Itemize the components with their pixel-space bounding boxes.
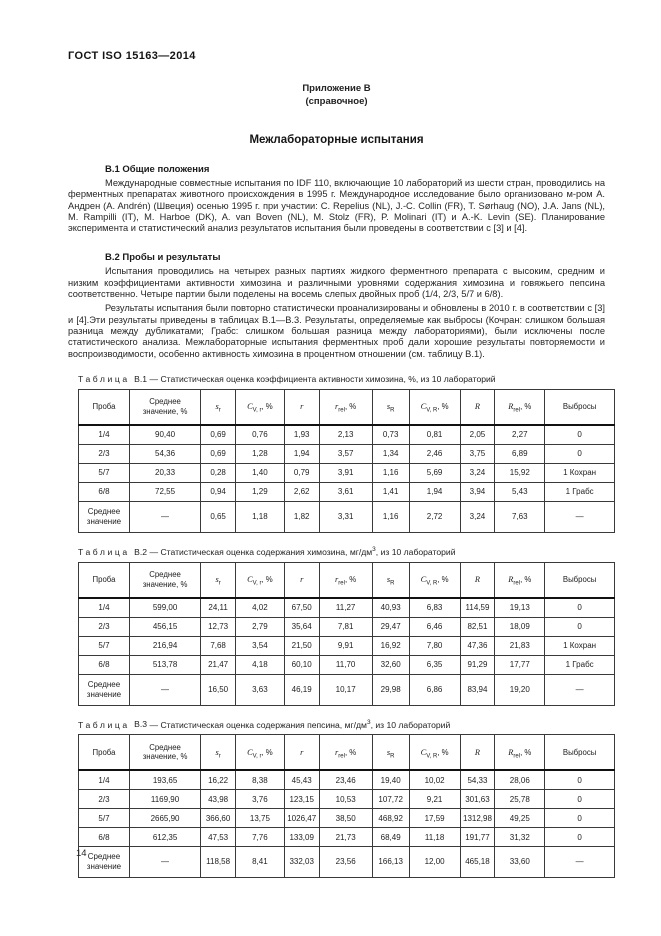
section-heading-b1: В.1 Общие положения	[105, 164, 210, 175]
caption-text-after: , из 10 лабораторий	[370, 719, 451, 730]
table-cell: 2,05	[460, 425, 495, 445]
table-cell: 21,47	[201, 655, 236, 674]
table-cell: 9,21	[409, 790, 460, 809]
table-cell: 1/4	[79, 425, 130, 445]
table-cell: 513,78	[129, 655, 200, 674]
table-cell: 3,31	[319, 501, 372, 532]
table-cell: 32,60	[372, 655, 409, 674]
table-cell: 6/8	[79, 655, 130, 674]
table-header-cell: Выбросы	[545, 389, 615, 425]
caption-text: Статистическая оценка содержания пепсина, мг/дм	[160, 719, 367, 730]
table-cell: 2/3	[79, 790, 130, 809]
table-row	[79, 828, 615, 847]
table-row	[79, 636, 615, 655]
table-cell: 0,73	[372, 425, 409, 445]
table-cell: 47,53	[201, 828, 236, 847]
table-cell: 6,89	[495, 444, 545, 463]
paragraph-b1: Международные совместные испытания по IDF 110, включающие 10 лабораторий из шести стран, проводились на ферментных препаратах животного происхождения в 1995 г. Международное исследование было организовано м-ром А. Андрен (A. Andrén) (Швеция) осенью 1995 г. при участии: C. Repelius (NL), J.-C. Collin (FR), T. Sørhaug (NO), J.A. Jans (NL), M. Rampilli (IT), M. Harboe (DK), A. van Boven (NL), M. Stolz (FR), P. Molinari (IT) и А.-K. Levin (SE). Планирование эксперимента и статистический анализ результатов испытания были проведены в соответствии с [3] и [4].	[68, 178, 605, 234]
table-cell: 10,53	[319, 790, 372, 809]
table-cell: 216,94	[129, 636, 200, 655]
annex-block	[68, 82, 605, 108]
table-cell: 60,10	[284, 655, 319, 674]
table-cell: 20,33	[129, 463, 200, 482]
table-cell: 68,49	[372, 828, 409, 847]
annex-subtitle: (справочное)	[305, 96, 368, 107]
table-cell: 49,25	[495, 809, 545, 828]
table-cell: 2665,90	[129, 809, 200, 828]
table-header-cell: $s_R$	[372, 389, 409, 425]
table-header-row	[79, 562, 615, 598]
caption-number: В.3	[134, 719, 148, 730]
table-cell: 5/7	[79, 463, 130, 482]
table-cell: 7,68	[201, 636, 236, 655]
table-header-cell: Среднее значение, %	[129, 389, 200, 425]
table-cell: 29,47	[372, 617, 409, 636]
table-row	[79, 674, 615, 705]
table-cell: 1,94	[284, 444, 319, 463]
table-cell: 366,60	[201, 809, 236, 828]
table-cell: 7,76	[236, 828, 285, 847]
table-cell: 2/3	[79, 444, 130, 463]
caption-label: Таблица	[78, 546, 130, 557]
table-b2	[78, 562, 615, 706]
table-cell: 11,27	[319, 598, 372, 618]
table-header-cell: $R_{rel}$, %	[495, 562, 545, 598]
table-header-cell: Проба	[79, 735, 130, 771]
table-cell: 114,59	[460, 598, 495, 618]
table-row	[79, 444, 615, 463]
table-cell: 17,77	[495, 655, 545, 674]
caption-dash: —	[149, 719, 159, 730]
table-cell: —	[545, 847, 615, 878]
caption-superscript: 3	[372, 545, 376, 553]
caption-dash: —	[149, 373, 159, 384]
table-cell: 28,06	[495, 770, 545, 790]
table-header-cell: R	[460, 735, 495, 771]
table-cell: 3,75	[460, 444, 495, 463]
table-row	[79, 482, 615, 501]
table-cell: 3,91	[319, 463, 372, 482]
table-cell: 465,18	[460, 847, 495, 878]
table-cell: 7,63	[495, 501, 545, 532]
table-cell: 0,65	[201, 501, 236, 532]
table-cell: 1/4	[79, 770, 130, 790]
table-cell: 2,72	[409, 501, 460, 532]
table-cell: 468,92	[372, 809, 409, 828]
table-row	[79, 809, 615, 828]
table-cell: 1169,90	[129, 790, 200, 809]
paragraph-b2-2: Результаты испытания были повторно статистически проанализированы и обновлены в 2010 г. в соответствии с [3] и [4].Эти результаты приведены в таблицах В.1—В.3. Результаты, определяемые как выбросы (Кочран: слишком большая разница между дубликатами; Грабс: слишком большая разница между лабораториями), были исключены после статистического анализа. Межлабораторные испытания ферментных проб дали хорошие результаты повторяемости и воспроизводимости, особенно активность химозина в процентном отношении (см. таблицу В.1).	[68, 303, 605, 359]
table-cell: 5/7	[79, 809, 130, 828]
table-cell: 0	[545, 809, 615, 828]
table-header-cell: $s_r$	[201, 562, 236, 598]
table-cell: 3,24	[460, 463, 495, 482]
table-header-cell: $s_R$	[372, 562, 409, 598]
table-cell: 16,50	[201, 674, 236, 705]
table-row	[79, 598, 615, 618]
table-cell: 19,13	[495, 598, 545, 618]
table-cell: 107,72	[372, 790, 409, 809]
table-cell: 1,16	[372, 501, 409, 532]
table-cell: 10,17	[319, 674, 372, 705]
table-caption-b3	[78, 719, 605, 730]
table-cell: 0	[545, 828, 615, 847]
table-cell: 2,13	[319, 425, 372, 445]
table-cell: 23,46	[319, 770, 372, 790]
table-header-cell: $R_{rel}$, %	[495, 735, 545, 771]
table-cell: 0	[545, 790, 615, 809]
table-row	[79, 655, 615, 674]
table-cell: 301,63	[460, 790, 495, 809]
table-cell: 191,77	[460, 828, 495, 847]
table-cell: —	[129, 501, 200, 532]
paragraph-b2-1: Испытания проводились на четырех разных партиях жидкого ферментного препарата с высоким, средним и низким коэффициентами активности химозина и различными уровнями содержания химозина и говяжьего пепсина соответственно. Четыре партии были поделены на восемь слепых двойных проб (1/4, 2/3, 5/7 и 6/8).	[68, 266, 605, 300]
caption-text-after: , из 10 лабораторий	[375, 546, 456, 557]
table-cell: 21,83	[495, 636, 545, 655]
table-cell: 3,54	[236, 636, 285, 655]
table-header-cell: $C_{V, R}$, %	[409, 562, 460, 598]
table-cell: 25,78	[495, 790, 545, 809]
table-cell: 31,32	[495, 828, 545, 847]
table-cell: 12,00	[409, 847, 460, 878]
table-cell: 1,29	[236, 482, 285, 501]
table-cell: 0,76	[236, 425, 285, 445]
table-cell: 5/7	[79, 636, 130, 655]
table-cell: 1,34	[372, 444, 409, 463]
table-header-cell: Проба	[79, 562, 130, 598]
caption-label: Таблица	[78, 373, 130, 384]
table-cell: —	[545, 501, 615, 532]
table-cell: 72,55	[129, 482, 200, 501]
table-cell: 6,86	[409, 674, 460, 705]
table-cell: 1,16	[372, 463, 409, 482]
table-header-cell: R	[460, 389, 495, 425]
table-cell: 40,93	[372, 598, 409, 618]
table-cell: 82,51	[460, 617, 495, 636]
table-cell: 7,80	[409, 636, 460, 655]
table-cell: 6,35	[409, 655, 460, 674]
table-cell: 10,02	[409, 770, 460, 790]
table-cell: 1 Кохран	[545, 463, 615, 482]
table-header-cell: Выбросы	[545, 562, 615, 598]
table-cell: Среднее значение	[79, 674, 130, 705]
table-cell: 0,79	[284, 463, 319, 482]
table-cell: 2,62	[284, 482, 319, 501]
table-cell: 193,65	[129, 770, 200, 790]
table-header-cell: R	[460, 562, 495, 598]
table-cell: 5,69	[409, 463, 460, 482]
table-cell: 0	[545, 425, 615, 445]
table-cell: 8,41	[236, 847, 285, 878]
table-cell: 612,35	[129, 828, 200, 847]
table-cell: 54,33	[460, 770, 495, 790]
annex-title: Приложение В	[302, 83, 371, 94]
table-header-cell: Среднее значение, %	[129, 735, 200, 771]
table-cell: 3,57	[319, 444, 372, 463]
table-cell: —	[129, 674, 200, 705]
table-cell: 19,20	[495, 674, 545, 705]
caption-superscript: 3	[366, 718, 371, 726]
caption-dash: —	[149, 546, 159, 557]
table-caption-b1	[78, 373, 605, 384]
caption-number: В.1	[134, 373, 148, 384]
table-header-cell: $C_{V, r}$, %	[236, 735, 285, 771]
caption-number: В.2	[134, 546, 148, 557]
table-cell: 21,50	[284, 636, 319, 655]
table-header-cell: $C_{V, R}$, %	[409, 389, 460, 425]
table-header-cell: $C_{V, R}$, %	[409, 735, 460, 771]
table-cell: 90,40	[129, 425, 200, 445]
table-row	[79, 790, 615, 809]
table-cell: 0	[545, 770, 615, 790]
table-b2-wrap	[78, 562, 615, 706]
table-cell: 17,59	[409, 809, 460, 828]
table-header-row	[79, 735, 615, 771]
table-header-cell: $C_{V, r}$, %	[236, 562, 285, 598]
table-cell: 1,82	[284, 501, 319, 532]
table-cell: 18,09	[495, 617, 545, 636]
table-cell: 3,76	[236, 790, 285, 809]
table-cell: 0	[545, 617, 615, 636]
table-cell: 6/8	[79, 482, 130, 501]
table-cell: 1 Грабс	[545, 655, 615, 674]
table-cell: 16,92	[372, 636, 409, 655]
table-b1	[78, 389, 615, 533]
table-cell: 1 Кохран	[545, 636, 615, 655]
table-cell: 2/3	[79, 617, 130, 636]
table-header-cell: r	[284, 562, 319, 598]
table-cell: 19,40	[372, 770, 409, 790]
table-cell: 0	[545, 444, 615, 463]
standard-number: ГОСТ ISO 15163—2014	[68, 50, 196, 62]
table-cell: 7,81	[319, 617, 372, 636]
table-cell: 21,73	[319, 828, 372, 847]
table-cell: 118,58	[201, 847, 236, 878]
table-cell: 3,61	[319, 482, 372, 501]
table-header-cell: $s_R$	[372, 735, 409, 771]
document-title: Межлабораторные испытания	[249, 134, 424, 146]
table-cell: 1,28	[236, 444, 285, 463]
table-header-cell: Выбросы	[545, 735, 615, 771]
table-header-cell: $r_{rel}$, %	[319, 562, 372, 598]
table-cell: 12,73	[201, 617, 236, 636]
table-header-cell: $s_r$	[201, 389, 236, 425]
table-cell: 166,13	[372, 847, 409, 878]
table-cell: Среднее значение	[79, 501, 130, 532]
table-cell: 23,56	[319, 847, 372, 878]
section-heading-b2: В.2 Пробы и результаты	[105, 252, 221, 264]
table-header-cell: $C_{V, r}$, %	[236, 389, 285, 425]
table-cell: 0,81	[409, 425, 460, 445]
table-cell: 3,24	[460, 501, 495, 532]
table-cell: 4,18	[236, 655, 285, 674]
table-b1-wrap	[78, 389, 615, 533]
table-cell: 6,46	[409, 617, 460, 636]
table-cell: 83,94	[460, 674, 495, 705]
table-cell: 0,94	[201, 482, 236, 501]
table-b3	[78, 734, 615, 878]
caption-text: Статистическая оценка коэффициента активности химозина, %, из 10 лабораторий	[160, 373, 496, 384]
table-header-cell: r	[284, 735, 319, 771]
table-header-cell: r	[284, 389, 319, 425]
caption-label: Таблица	[78, 719, 130, 730]
table-header-cell: $r_{rel}$, %	[319, 735, 372, 771]
table-cell: 11,70	[319, 655, 372, 674]
table-cell: 1,93	[284, 425, 319, 445]
table-cell: 332,03	[284, 847, 319, 878]
table-cell: 15,92	[495, 463, 545, 482]
table-cell: 29,98	[372, 674, 409, 705]
table-cell: 6/8	[79, 828, 130, 847]
table-cell: 123,15	[284, 790, 319, 809]
table-caption-b2	[78, 546, 605, 557]
table-cell: 1026,47	[284, 809, 319, 828]
table-header-cell: Проба	[79, 389, 130, 425]
table-cell: 35,64	[284, 617, 319, 636]
table-cell: 13,75	[236, 809, 285, 828]
table-cell: 38,50	[319, 809, 372, 828]
table-cell: 5,43	[495, 482, 545, 501]
table-cell: 0,69	[201, 444, 236, 463]
table-cell: 133,09	[284, 828, 319, 847]
table-cell: 43,98	[201, 790, 236, 809]
table-cell: 4,02	[236, 598, 285, 618]
table-cell: —	[545, 674, 615, 705]
table-cell: 47,36	[460, 636, 495, 655]
table-cell: 1312,98	[460, 809, 495, 828]
table-row	[79, 463, 615, 482]
table-cell: 0,69	[201, 425, 236, 445]
table-row	[79, 617, 615, 636]
table-cell: 6,83	[409, 598, 460, 618]
table-cell: 2,46	[409, 444, 460, 463]
table-cell: 24,11	[201, 598, 236, 618]
table-cell: 2,79	[236, 617, 285, 636]
table-cell: 2,27	[495, 425, 545, 445]
table-header-cell: $s_r$	[201, 735, 236, 771]
table-cell: 1,40	[236, 463, 285, 482]
table-cell: 456,15	[129, 617, 200, 636]
table-cell: 1,18	[236, 501, 285, 532]
table-cell: 0	[545, 598, 615, 618]
table-header-cell: $r_{rel}$, %	[319, 389, 372, 425]
table-cell: 45,43	[284, 770, 319, 790]
table-row	[79, 770, 615, 790]
table-cell: 8,38	[236, 770, 285, 790]
table-cell: 33,60	[495, 847, 545, 878]
table-cell: 54,36	[129, 444, 200, 463]
table-cell: 599,00	[129, 598, 200, 618]
table-b3-wrap	[78, 734, 615, 878]
table-cell: 0,28	[201, 463, 236, 482]
table-cell: 1,94	[409, 482, 460, 501]
table-cell: 67,50	[284, 598, 319, 618]
page-number: 14	[76, 848, 87, 859]
table-header-cell: Среднее значение, %	[129, 562, 200, 598]
table-header-row	[79, 389, 615, 425]
table-row	[79, 425, 615, 445]
table-cell: 3,63	[236, 674, 285, 705]
table-cell: 1/4	[79, 598, 130, 618]
table-cell: 1 Грабс	[545, 482, 615, 501]
table-cell: Среднее значение	[79, 847, 130, 878]
table-cell: 3,94	[460, 482, 495, 501]
table-cell: 46,19	[284, 674, 319, 705]
table-cell: 16,22	[201, 770, 236, 790]
caption-text: Статистическая оценка содержания химозина, мг/дм	[160, 546, 373, 557]
table-cell: 1,41	[372, 482, 409, 501]
table-row	[79, 501, 615, 532]
table-row	[79, 847, 615, 878]
table-cell: —	[129, 847, 200, 878]
table-header-cell: $R_{rel}$, %	[495, 389, 545, 425]
table-cell: 9,91	[319, 636, 372, 655]
table-cell: 11,18	[409, 828, 460, 847]
table-cell: 91,29	[460, 655, 495, 674]
